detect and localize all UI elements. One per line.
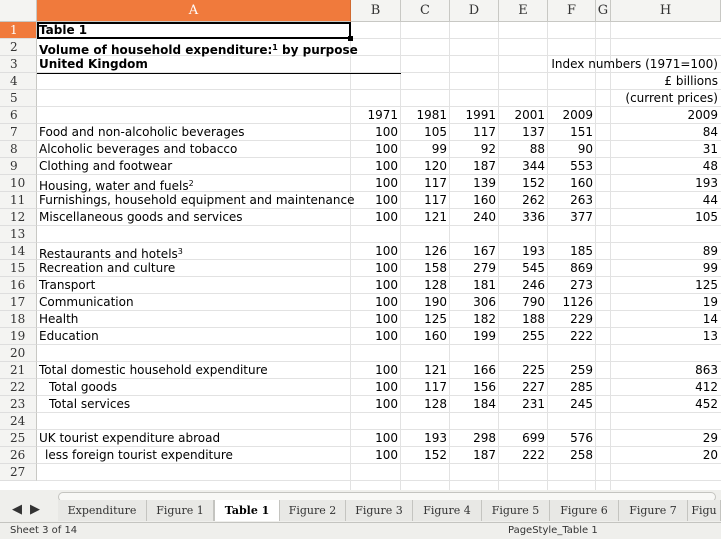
value-cell[interactable]: 100 xyxy=(375,278,398,292)
value-cell[interactable]: 100 xyxy=(375,176,398,190)
value-cell[interactable]: 240 xyxy=(473,210,496,224)
value-cell[interactable]: 160 xyxy=(473,193,496,207)
value-cell-h[interactable]: 29 xyxy=(702,431,718,445)
value-cell[interactable]: 100 xyxy=(375,210,398,224)
value-cell[interactable]: 152 xyxy=(522,176,545,190)
row-header-12[interactable]: 12 xyxy=(0,209,37,226)
sheet-tab-figure-7[interactable]: Figure 7 xyxy=(619,500,688,521)
value-cell[interactable]: 100 xyxy=(375,312,398,326)
row-header-5[interactable]: 5 xyxy=(0,90,37,107)
value-cell[interactable]: 100 xyxy=(375,380,398,394)
sheet-tab-figure-6[interactable]: Figure 6 xyxy=(550,500,619,521)
value-cell-h[interactable]: 14 xyxy=(702,312,718,326)
value-cell[interactable]: 160 xyxy=(570,176,593,190)
row-header-14[interactable]: 14 xyxy=(0,243,37,260)
value-cell[interactable]: 126 xyxy=(424,244,447,258)
value-cell-h[interactable]: 125 xyxy=(695,278,718,292)
value-cell-h[interactable]: 99 xyxy=(702,261,718,275)
value-cell[interactable]: 99 xyxy=(431,142,447,156)
row-label[interactable] xyxy=(39,260,399,277)
column-header-g[interactable]: G xyxy=(596,0,611,22)
row-header-9[interactable]: 9 xyxy=(0,158,37,175)
value-cell[interactable]: 187 xyxy=(473,448,496,462)
row-label-text: Communication xyxy=(39,295,134,309)
value-cell[interactable]: 259 xyxy=(570,363,593,377)
value-cell[interactable]: 151 xyxy=(570,125,593,139)
value-cell[interactable]: 231 xyxy=(522,397,545,411)
value-cell[interactable]: 120 xyxy=(424,159,447,173)
value-cell-h[interactable]: 452 xyxy=(695,397,718,411)
value-cell-h[interactable]: 105 xyxy=(695,210,718,224)
header-rule xyxy=(37,73,401,74)
value-cell[interactable]: 152 xyxy=(424,448,447,462)
row-label[interactable] xyxy=(39,311,399,328)
value-cell[interactable]: 245 xyxy=(570,397,593,411)
value-cell[interactable]: 258 xyxy=(570,448,593,462)
cell-h5-price-note[interactable]: (current prices) xyxy=(625,91,718,105)
value-cell[interactable]: 279 xyxy=(473,261,496,275)
row-label-text: Food and non-alcoholic beverages xyxy=(39,125,245,139)
value-cell[interactable]: 193 xyxy=(424,431,447,445)
value-cell[interactable]: 185 xyxy=(570,244,593,258)
row-label[interactable] xyxy=(39,175,399,192)
subtitle-tail: by purpose xyxy=(277,43,358,57)
value-cell[interactable]: 377 xyxy=(570,210,593,224)
row-label-text: Alcoholic beverages and tobacco xyxy=(39,142,238,156)
value-cell[interactable]: 699 xyxy=(522,431,545,445)
sheet-tab-figure-5[interactable]: Figure 5 xyxy=(482,500,550,521)
footnote-marker: 3 xyxy=(177,247,183,256)
value-cell[interactable]: 92 xyxy=(480,142,496,156)
row-label-text: Recreation and culture xyxy=(39,261,176,275)
value-cell[interactable]: 553 xyxy=(570,159,593,173)
row-header-25[interactable]: 25 xyxy=(0,430,37,447)
column-header-e[interactable]: E xyxy=(499,0,548,22)
value-cell[interactable]: 336 xyxy=(522,210,545,224)
value-cell[interactable]: 193 xyxy=(522,244,545,258)
row-header-16[interactable]: 16 xyxy=(0,277,37,294)
value-cell[interactable]: 262 xyxy=(522,193,545,207)
value-cell[interactable]: 100 xyxy=(375,142,398,156)
value-cell[interactable]: 121 xyxy=(424,363,447,377)
value-cell[interactable]: 188 xyxy=(522,312,545,326)
row-header-3[interactable]: 3 xyxy=(0,56,37,73)
row-label[interactable] xyxy=(39,430,399,447)
row-header-10[interactable]: 10 xyxy=(0,175,37,192)
value-cell[interactable]: 222 xyxy=(570,329,593,343)
value-cell[interactable]: 100 xyxy=(375,295,398,309)
value-cell[interactable]: 273 xyxy=(570,278,593,292)
value-cell[interactable]: 199 xyxy=(473,329,496,343)
row-label[interactable] xyxy=(39,209,399,226)
value-cell-h[interactable]: 89 xyxy=(702,244,718,258)
row-header-1[interactable]: 1 xyxy=(0,22,37,39)
value-cell-h[interactable]: 31 xyxy=(702,142,718,156)
row-label-text: Clothing and footwear xyxy=(39,159,173,173)
column-header-a[interactable]: A xyxy=(37,0,351,22)
value-cell[interactable]: 139 xyxy=(473,176,496,190)
value-cell[interactable]: 100 xyxy=(375,125,398,139)
value-cell[interactable]: 160 xyxy=(424,329,447,343)
value-cell[interactable]: 117 xyxy=(424,193,447,207)
row-label-text: Transport xyxy=(39,278,96,292)
value-cell-h[interactable]: 19 xyxy=(702,295,718,309)
row-header-23[interactable]: 23 xyxy=(0,396,37,413)
column-header-c[interactable]: C xyxy=(401,0,450,22)
value-cell-h[interactable]: 48 xyxy=(702,159,718,173)
sheet-tab-figure-1[interactable]: Figure 1 xyxy=(147,500,214,521)
row-label-text: Total domestic household expenditure xyxy=(39,363,268,377)
column-header-f[interactable]: F xyxy=(548,0,596,22)
value-cell-h[interactable]: 44 xyxy=(702,193,718,207)
value-cell[interactable]: 117 xyxy=(424,176,447,190)
row-label-text: Housing, water and fuels xyxy=(39,179,189,193)
value-cell[interactable]: 229 xyxy=(570,312,593,326)
value-cell[interactable]: 100 xyxy=(375,329,398,343)
value-cell[interactable]: 100 xyxy=(375,397,398,411)
row-label-text: Education xyxy=(39,329,99,343)
footnote-marker: 2 xyxy=(188,179,194,188)
row-label[interactable] xyxy=(39,192,399,209)
value-cell[interactable]: 1126 xyxy=(562,295,593,309)
value-cell[interactable]: 100 xyxy=(375,363,398,377)
value-cell[interactable]: 88 xyxy=(529,142,545,156)
value-cell[interactable]: 158 xyxy=(424,261,447,275)
value-cell[interactable]: 100 xyxy=(375,193,398,207)
value-cell[interactable]: 222 xyxy=(522,448,545,462)
value-cell[interactable]: 100 xyxy=(375,448,398,462)
value-cell[interactable]: 100 xyxy=(375,244,398,258)
value-cell[interactable]: 227 xyxy=(522,380,545,394)
value-cell[interactable]: 263 xyxy=(570,193,593,207)
row-header-15[interactable]: 15 xyxy=(0,260,37,277)
value-cell[interactable]: 128 xyxy=(424,278,447,292)
row-label-text: Restaurants and hotels xyxy=(39,247,178,261)
row-header-11[interactable]: 11 xyxy=(0,192,37,209)
cell-h4-unit-note[interactable]: £ billions xyxy=(664,74,718,88)
sheet-tab-expenditure[interactable]: Expenditure xyxy=(58,500,147,521)
value-cell-h[interactable]: 412 xyxy=(695,380,718,394)
row-header-13[interactable]: 13 xyxy=(0,226,37,243)
value-cell[interactable]: 285 xyxy=(570,380,593,394)
row-header-20[interactable]: 20 xyxy=(0,345,37,362)
value-cell[interactable]: 181 xyxy=(473,278,496,292)
value-cell[interactable]: 306 xyxy=(473,295,496,309)
row-header-21[interactable]: 21 xyxy=(0,362,37,379)
row-header-6[interactable]: 6 xyxy=(0,107,37,124)
row-header-7[interactable]: 7 xyxy=(0,124,37,141)
column-header-h[interactable]: H xyxy=(611,0,721,22)
sheet-tab-figure-2[interactable]: Figure 2 xyxy=(280,500,346,521)
row-header-24[interactable]: 24 xyxy=(0,413,37,430)
sheet-tab-figure-4[interactable]: Figure 4 xyxy=(413,500,482,521)
value-cell-h[interactable]: 20 xyxy=(702,448,718,462)
row-label-text: Furnishings, household equipment and maintenance xyxy=(39,193,355,207)
value-cell[interactable]: 167 xyxy=(473,244,496,258)
value-cell[interactable]: 246 xyxy=(522,278,545,292)
column-header-b[interactable]: B xyxy=(351,0,401,22)
value-cell[interactable]: 790 xyxy=(522,295,545,309)
row-label[interactable] xyxy=(39,447,399,464)
value-cell[interactable]: 187 xyxy=(473,159,496,173)
value-cell[interactable]: 182 xyxy=(473,312,496,326)
row-label-text: Health xyxy=(39,312,79,326)
next-sheet-icon[interactable]: ▶ xyxy=(30,502,40,517)
value-cell[interactable]: 225 xyxy=(522,363,545,377)
value-cell[interactable]: 117 xyxy=(424,380,447,394)
value-cell[interactable]: 156 xyxy=(473,380,496,394)
row-header-19[interactable]: 19 xyxy=(0,328,37,345)
year-header-1991[interactable]: 1991 xyxy=(465,108,496,122)
value-cell-h[interactable]: 193 xyxy=(695,176,718,190)
row-header-27[interactable]: 27 xyxy=(0,464,37,481)
row-label-text: UK tourist expenditure abroad xyxy=(39,431,221,445)
cell-cursor xyxy=(37,22,351,39)
value-cell[interactable]: 90 xyxy=(577,142,593,156)
year-header-2009[interactable]: 2009 xyxy=(562,108,593,122)
value-cell-h[interactable]: 84 xyxy=(702,125,718,139)
sheet-tab-figure-3[interactable]: Figure 3 xyxy=(346,500,413,521)
value-cell[interactable]: 255 xyxy=(522,329,545,343)
row-label[interactable] xyxy=(39,243,399,260)
year-header-1971[interactable]: 1971 xyxy=(367,108,398,122)
row-label-text: less foreign tourist expenditure xyxy=(45,448,233,462)
value-cell[interactable]: 298 xyxy=(473,431,496,445)
row-header-2[interactable]: 2 xyxy=(0,39,37,56)
row-label[interactable] xyxy=(39,141,399,158)
value-cell[interactable]: 117 xyxy=(473,125,496,139)
value-cell[interactable]: 190 xyxy=(424,295,447,309)
value-cell[interactable]: 125 xyxy=(424,312,447,326)
value-cell-h[interactable]: 13 xyxy=(702,329,718,343)
fill-handle[interactable] xyxy=(348,36,353,41)
year-header-1981[interactable]: 1981 xyxy=(416,108,447,122)
status-bar xyxy=(0,522,721,539)
cell-a2-subtitle[interactable] xyxy=(39,39,358,57)
select-all-corner[interactable] xyxy=(0,0,37,22)
value-cell[interactable]: 137 xyxy=(522,125,545,139)
row-label[interactable] xyxy=(39,158,399,175)
value-cell[interactable]: 100 xyxy=(375,159,398,173)
page-style: PageStyle_Table 1 xyxy=(508,525,598,536)
row-label[interactable] xyxy=(39,124,399,141)
year-header-2001[interactable]: 2001 xyxy=(514,108,545,122)
prev-sheet-icon[interactable]: ◀ xyxy=(12,502,22,517)
value-cell[interactable]: 545 xyxy=(522,261,545,275)
value-cell[interactable]: 344 xyxy=(522,159,545,173)
sheet-tab-table-1[interactable]: Table 1 xyxy=(214,500,280,521)
subtitle-footnote: 1 xyxy=(272,43,278,52)
value-cell[interactable]: 869 xyxy=(570,261,593,275)
row-header-22[interactable]: 22 xyxy=(0,379,37,396)
column-header-d[interactable]: D xyxy=(450,0,499,22)
row-label-text: Miscellaneous goods and services xyxy=(39,210,243,224)
value-cell[interactable]: 128 xyxy=(424,397,447,411)
sheet-info: Sheet 3 of 14 xyxy=(10,525,78,536)
subtitle-text: Volume of household expenditure: xyxy=(39,43,273,57)
row-header-18[interactable]: 18 xyxy=(0,311,37,328)
row-label-text: Total services xyxy=(49,397,131,411)
row-label[interactable] xyxy=(39,379,399,396)
row-header-4[interactable]: 4 xyxy=(0,73,37,90)
value-cell[interactable]: 576 xyxy=(570,431,593,445)
cell-h3-index-note[interactable]: Index numbers (1971=100) xyxy=(551,57,718,71)
value-cell[interactable]: 100 xyxy=(375,261,398,275)
row-label[interactable] xyxy=(39,294,399,311)
row-header-8[interactable]: 8 xyxy=(0,141,37,158)
value-cell[interactable]: 184 xyxy=(473,397,496,411)
value-cell-h[interactable]: 863 xyxy=(695,363,718,377)
row-label[interactable] xyxy=(39,396,399,413)
row-label[interactable] xyxy=(39,328,399,345)
row-label[interactable] xyxy=(39,362,399,379)
value-cell[interactable]: 105 xyxy=(424,125,447,139)
row-header-26[interactable]: 26 xyxy=(0,447,37,464)
row-header-17[interactable]: 17 xyxy=(0,294,37,311)
value-cell[interactable]: 100 xyxy=(375,431,398,445)
grid-hline xyxy=(37,480,721,481)
sheet-tab-figu[interactable]: Figu xyxy=(688,500,721,521)
value-cell[interactable]: 121 xyxy=(424,210,447,224)
value-cell[interactable]: 166 xyxy=(473,363,496,377)
row-label[interactable] xyxy=(39,277,399,294)
cell-a3-region[interactable]: United Kingdom xyxy=(39,57,148,71)
year-header-h[interactable]: 2009 xyxy=(687,108,718,122)
row-label-text: Total goods xyxy=(49,380,118,394)
cell-a1-title[interactable]: Table 1 xyxy=(39,23,88,37)
